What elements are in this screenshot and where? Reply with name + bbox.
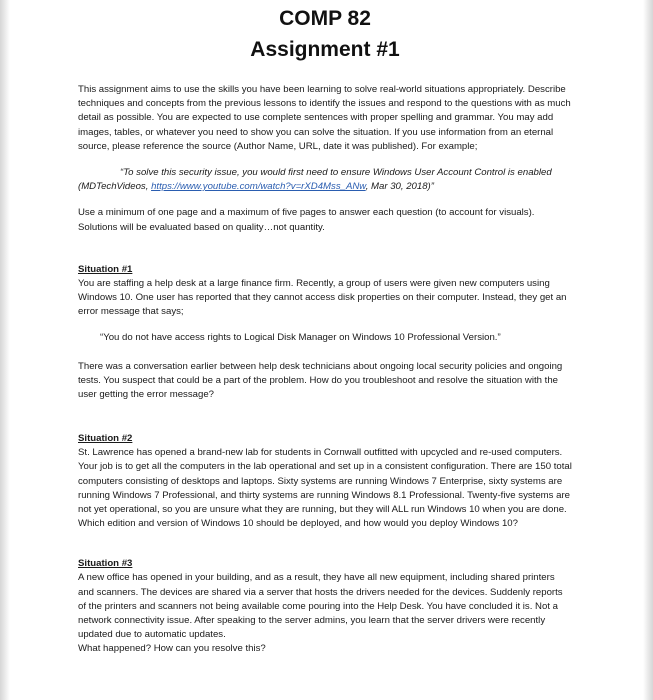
source-link[interactable]: https://www.youtube.com/watch?v=rXD4Mss_ANw xyxy=(151,181,366,193)
left-page-shadow xyxy=(0,0,10,700)
situation-3-heading: Situation #3 xyxy=(78,558,133,570)
assignment-title: Assignment #1 xyxy=(250,38,400,61)
situation-2-body: St. Lawrence has opened a brand-new lab for students in Cornwall outfitted with upcycled and re-used computers. Your job is to get all the computers in the lab operational and set up in a consistent configuration. There are 150 total computers consisting of desktops and laptops. Sixty systems are running Windows 7 Enterprise, sixty systems are running Windows 7 Professional, and thirty systems are running Windows 8.1 Professional. Twenty-five systems are not yet operational, so you are unsure what they are running, but they will ALL run Windows 10 when you are done. Which edition and version of Windows 10 should be deployed, and how would you deploy Windows 10? xyxy=(78,447,572,530)
situation-1-error-message: “You do not have access rights to Logical Disk Manager on Windows 10 Professional Version.” xyxy=(100,332,501,344)
situation-1-heading: Situation #1 xyxy=(78,263,133,275)
intro-paragraph: This assignment aims to use the skills you have been learning to solve real-world situations appropriately. Describe techniques and concepts from the previous lessons to identify the issues and respond to the questions with as much detail as possible. You are expected to use complete sentences with proper spelling and grammar. You may add images, tables, or whatever you need to show you can solve the situation. If you use information from an eternal source, please reference the source (Author Name, URL, date it was published). For example; xyxy=(78,84,571,152)
situation-3-question: What happened? How can you resolve this? xyxy=(78,643,266,655)
situation-2-heading: Situation #2 xyxy=(78,433,133,445)
situation-1-followup: There was a conversation earlier between help desk technicians about ongoing local security policies and ongoing tests. You suspect that could be a part of the problem. How do you troubleshoot and resolve the situation with the user getting the error message? xyxy=(78,360,563,401)
situation-1-body: You are staffing a help desk at a large finance firm. Recently, a group of users were given new computers using Windows 10. One user has reported that they cannot access disk properties on their computer. Instead, they get an error message that says; xyxy=(78,277,567,318)
example-quote xyxy=(78,166,572,194)
example-quote-text-before: “To solve this security issue, you would first need to ensure Windows User Account Control is enabled (MDTechVideos, xyxy=(78,167,552,193)
example-quote-text-after: , Mar 30, 2018)” xyxy=(365,181,434,193)
course-title: COMP 82 xyxy=(279,7,371,30)
right-page-shadow xyxy=(643,0,653,700)
guidance-paragraph: Use a minimum of one page and a maximum of five pages to answer each question (to account for visuals). Solutions will be evaluated based on quality…not quantity. xyxy=(78,207,535,233)
situation-3-body: A new office has opened in your building, and as a result, they have all new equipment, including shared printers and scanners. The devices are shared via a server that hosts the drivers needed for the devices. Suddenly reports of the printers and scanners not being available come pouring into the Help Desk. You have concluded it is. Not a network connectivity issue. After speaking to the server admins, you learn that the server drivers were recently updated due to automatic updates. xyxy=(78,572,563,641)
document-page xyxy=(78,0,572,657)
